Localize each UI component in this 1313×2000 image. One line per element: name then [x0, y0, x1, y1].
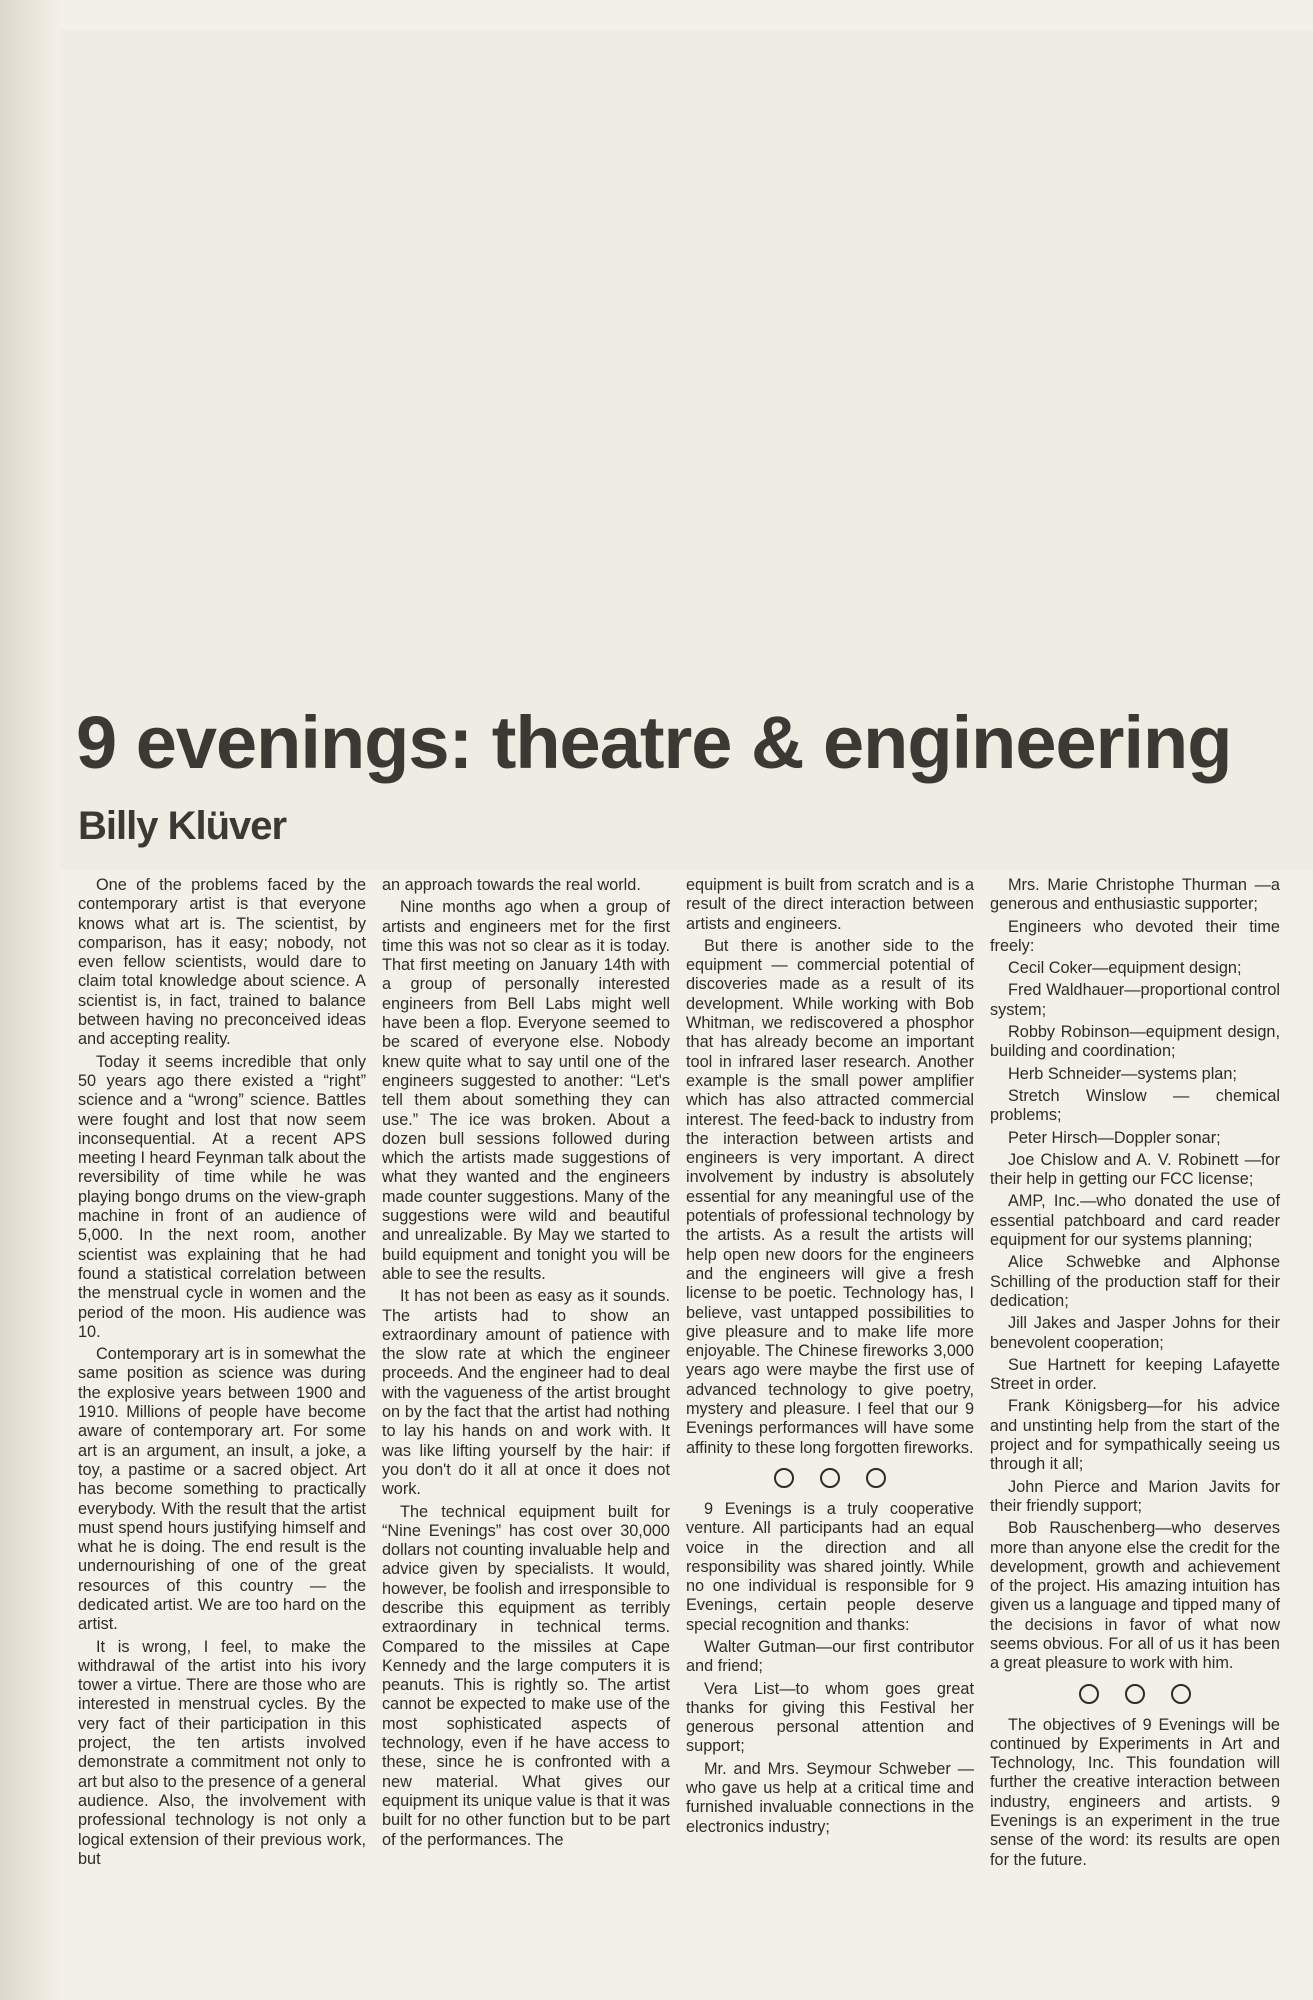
paragraph: AMP, Inc.—who donated the use of essential patchboard and card reader equipment for our systems planning;: [990, 1192, 1280, 1250]
paragraph: Peter Hirsch—Doppler sonar;: [1008, 1128, 1221, 1147]
circle-ornament-icon: [820, 1468, 840, 1488]
paragraph: Bob Rauschenberg—who deserves more than anyone else the credit for the development, growth and achievement of the project. His amazing intuition has given us a language and tipped many of the decisions in favor of what now seems obvious. For all of us it has been a great pleasure to work with him.: [990, 1519, 1280, 1673]
paragraph: One of the problems faced by the contemporary artist is that everyone knows what art is. The scientist, by comparison, has it easy; nobody, not even fellow scientists, would dare to claim total knowledge about science. A scientist is, in fact, trained to balance between having no preconceived ideas and accepting reality.: [78, 876, 366, 1049]
paragraph: Walter Gutman—our first contributor and friend;: [686, 1637, 974, 1676]
paragraph: an approach towards the real world.: [382, 876, 641, 894]
paragraph: Jill Jakes and Jasper Johns for their benevolent cooperation;: [990, 1314, 1280, 1352]
paragraph: Stretch Winslow — chemical problems;: [990, 1086, 1280, 1125]
paragraph: Robby Robinson—equipment design, building and coordination;: [990, 1023, 1280, 1061]
paragraph: It has not been as easy as it sounds. The artists had to show an extraordinary amount of patience with the slow rate at which the engineer proceeds. And the engineer had to deal with the vagueness of the artist brought on by the fact that the artist had nothing to lay his hands on and work with. It was like lifting yourself by the hair: if you don't do it all at once it does not work.: [382, 1287, 670, 1499]
paragraph: Mr. and Mrs. Seymour Schweber — who gave us help at a critical time and furnished invaluable connections in the electronics industry;: [686, 1759, 974, 1836]
circle-ornament-icon: [866, 1468, 886, 1488]
page-shadow: [0, 0, 60, 2000]
paragraph: Nine months ago when a group of artists and engineers met for the first time this was not so clear as it is today. That first meeting on January 14th with a group of personally interested engineers from Bell Labs might well have been a flop. Everyone seemed to be scared of everyone else. Nobody knew quite what to say until one of the engineers suggested to another: “Let's tell them about something they can use.” The ice was broken. About a dozen bull sessions followed during which the artists made suggestions of what they wanted and the engineers made counter suggestions. Many of the suggestions were wild and beautiful and unrealizable. By May we started to build equipment and tonight you will be able to see the results.: [382, 898, 670, 1283]
circle-ornament-icon: [1079, 1684, 1099, 1704]
paragraph: Today it seems incredible that only 50 years ago there existed a “right” science and a “wrong” science. Battles were fought and lost that now seem inconsequential. At a recent APS meeting I heard Feynman talk about the reversibility of time while he was playing bongo drums on the view-graph machine in front of an audience of 5,000. In the next room, another scientist was explaining that he had found a statistical correlation between the menstrual cycle in women and the period of the moon. His audience was 10.: [78, 1052, 366, 1341]
article-title: 9 evenings: theatre & engineering: [76, 701, 1232, 784]
circle-ornament-icon: [1171, 1684, 1191, 1704]
column-1: [78, 876, 366, 1872]
paragraph: It is wrong, I feel, to make the withdrawal of the artist into his ivory tower a virtue. There are those who are interested in menstrual cycles. By the very fact of their participation in this project, the ten artists involved demonstrate a commitment not only to art but also to the presence of a general audience. Also, the involvement with professional technology is not only a logical extension of their previous work, but: [78, 1637, 366, 1868]
paragraph: Mrs. Marie Christophe Thurman —a generous and enthusiastic supporter;: [990, 876, 1280, 914]
column-4: [990, 876, 1280, 1873]
column-3: [686, 876, 974, 1840]
paragraph: The objectives of 9 Evenings will be continued by Experiments in Art and Technology, Inc. This foundation will further the creative interaction between industry, engineers and artists. 9 Evenings is an experiment in the true sense of the word: its results are open for the future.: [990, 1715, 1280, 1869]
section-divider: [686, 1468, 974, 1488]
paragraph: Herb Schneider—systems plan;: [1008, 1064, 1237, 1083]
paragraph: equipment is built from scratch and is a result of the direct interaction between artists and engineers.: [686, 876, 974, 933]
paragraph: Vera List—to whom goes great thanks for giving this Festival her generous personal attention and support;: [686, 1679, 974, 1756]
circle-ornament-icon: [1125, 1684, 1145, 1704]
paragraph: The technical equipment built for “Nine Evenings” has cost over 30,000 dollars not counting invaluable help and advice given by specialists. It would, however, be foolish and irresponsible to describe this equipment as terribly extraordinary in technical terms. Compared to the missiles at Cape Kennedy and the large computers it is peanuts. This is rightly so. The artist cannot be expected to make use of the most sophisticated aspects of technology, even if he have access to these, since he is confronted with a new material. What gives our equipment its unique value is that it was built for no other function but to be part of the performances. The: [382, 1502, 670, 1849]
paragraph: Joe Chislow and A. V. Robinett —for their help in getting our FCC license;: [990, 1150, 1280, 1189]
paragraph: Frank Königsberg—for his advice and unstinting help from the start of the project and for sympathically seeing us through it all;: [990, 1397, 1280, 1474]
paragraph: Cecil Coker—equipment design;: [1008, 959, 1242, 978]
circle-ornament-icon: [774, 1468, 794, 1488]
article-author: Billy Klüver: [78, 804, 287, 848]
paragraph: John Pierce and Marion Javits for their friendly support;: [990, 1477, 1280, 1515]
paragraph: Sue Hartnett for keeping Lafayette Street in order.: [990, 1355, 1280, 1394]
paragraph: Contemporary art is in somewhat the same position as science was during the explosive years between 1900 and 1910. Millions of people have become aware of contemporary art. For some art is an argument, an insult, a joke, a toy, a pastime or a sacred object. Art has become something to practically everybody. With the result that the artist must spend hours justifying himself and what he is doing. The end result is the undernourishing of one of the great resources of this country — the dedicated artist. We are too hard on the artist.: [78, 1345, 366, 1634]
paragraph: Fred Waldhauer—proportional control system;: [990, 981, 1280, 1019]
paragraph: Alice Schwebke and Alphonse Schilling of the production staff for their dedication;: [990, 1253, 1280, 1310]
section-divider: [990, 1684, 1280, 1704]
column-2: [382, 876, 670, 1853]
paragraph: Engineers who devoted their time freely:: [990, 917, 1280, 955]
paragraph: But there is another side to the equipment — commercial potential of discoveries made as a result of its development. While working with Bob Whitman, we rediscovered a phosphor that has already become an important tool in infrared laser research. Another example is the small power amplifier which has also attracted commercial interest. The feed-back to industry from the interaction between artists and engineers is very important. A direct involvement by industry is absolutely essential for any meaningful use of the potentials of professional technology by the artists. As a result the artists will help open new doors for the engineers and the engineers will give a fresh license to be poetic. Technology has, I believe, vast untapped possibilities to give pleasure and to make life more enjoyable. The Chinese fireworks 3,000 years ago were maybe the first use of advanced technology to give poetry, mystery and pleasure. I feel that our 9 Evenings performances will have some affinity to these long forgotten fireworks.: [686, 936, 974, 1457]
paragraph: 9 Evenings is a truly cooperative venture. All participants had an equal voice in the direction and all responsibility was shared jointly. While no one individual is responsible for 9 Evenings, certain people deserve special recognition and thanks:: [686, 1499, 974, 1634]
